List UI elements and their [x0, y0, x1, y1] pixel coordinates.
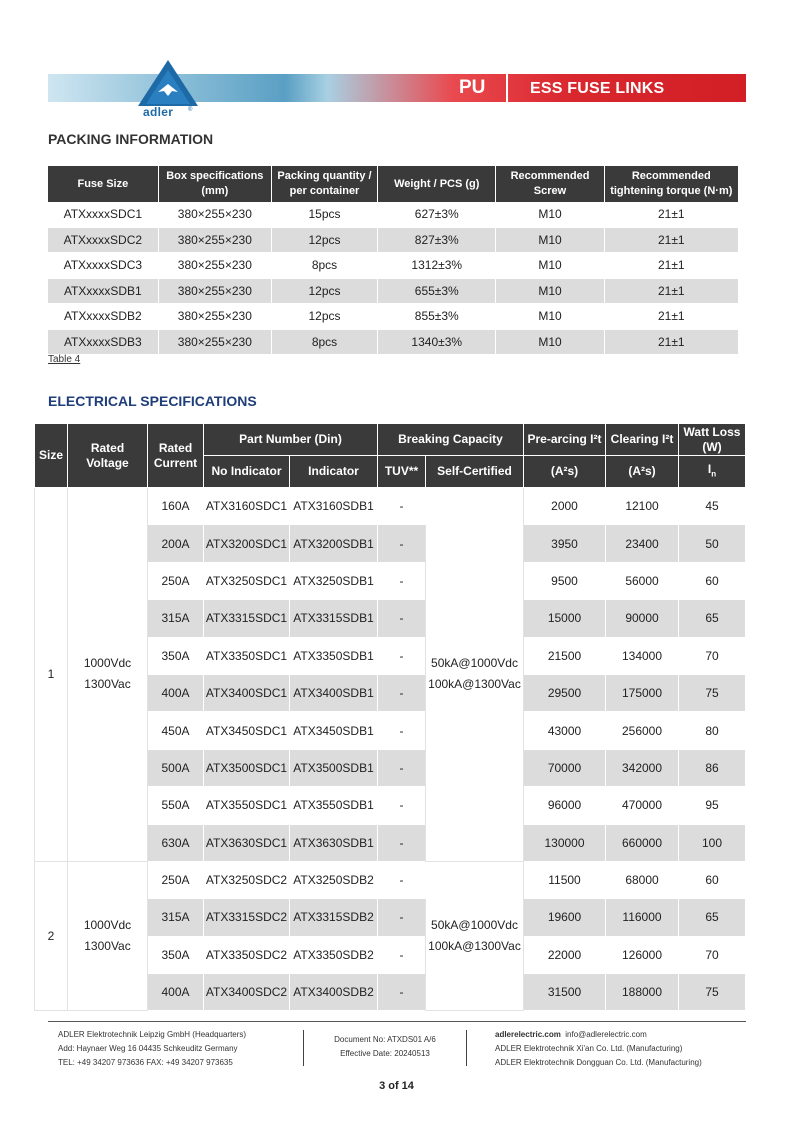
packing-cell: 21±1 [604, 329, 738, 355]
col-weight: Weight / PCS (g) [378, 166, 496, 202]
packing-cell: 21±1 [604, 202, 738, 227]
footer-divider [303, 1030, 304, 1066]
footer-rule [48, 1021, 746, 1022]
watt-loss-cell: 65 [679, 600, 746, 637]
footer-xian: ADLER Elektrotechnik Xi'an Co. Ltd. (Manufacturing) [495, 1044, 683, 1053]
rated-current-cell: 250A [148, 562, 204, 599]
part-indicator-cell: ATX3400SDB2 [290, 974, 378, 1011]
part-indicator-cell: ATX3250SDB2 [290, 861, 378, 898]
electrical-row [35, 861, 746, 898]
col-breaking-capacity: Breaking Capacity [378, 424, 524, 456]
tuv-cell: - [378, 488, 426, 525]
rated-current-cell: 500A [148, 749, 204, 786]
clearing-cell: 256000 [606, 712, 679, 749]
col-indicator: Indicator [290, 456, 378, 488]
self-certified-cell-line: 100kA@1300Vac [428, 939, 521, 954]
rated-current-cell: 160A [148, 488, 204, 525]
part-indicator-cell: ATX3400SDB1 [290, 674, 378, 711]
tuv-cell: - [378, 899, 426, 936]
part-no-indicator-cell: ATX3315SDC2 [204, 899, 290, 936]
footer-headquarters [58, 1028, 246, 1070]
col-watt-loss-unit: $I_n$ [679, 456, 746, 488]
packing-cell: M10 [496, 253, 604, 279]
part-no-indicator-cell: ATX3200SDC1 [204, 525, 290, 562]
packing-cell: 827±3% [378, 227, 496, 253]
rated-current-cell: 400A [148, 974, 204, 1011]
packing-cell: M10 [496, 304, 604, 330]
packing-cell: 380×255×230 [158, 278, 271, 304]
rated-current-cell: 250A [148, 861, 204, 898]
logo-mountain-icon [136, 58, 200, 108]
packing-row [48, 304, 738, 330]
part-indicator-cell: ATX3200SDB1 [290, 525, 378, 562]
packing-cell: 15pcs [271, 202, 377, 227]
packing-row [48, 227, 738, 253]
rated-voltage-cell [68, 861, 148, 1011]
packing-cell: 12pcs [271, 278, 377, 304]
part-no-indicator-cell: ATX3500SDC1 [204, 749, 290, 786]
clearing-cell: 134000 [606, 637, 679, 674]
packing-table [48, 166, 738, 355]
pre-arcing-cell: 11500 [524, 861, 606, 898]
size-cell: 1 [35, 488, 68, 862]
clearing-cell: 90000 [606, 600, 679, 637]
col-packing-qty: Packing quantity / per container [271, 166, 377, 202]
col-fuse-size: Fuse Size [48, 166, 158, 202]
clearing-cell: 660000 [606, 824, 679, 861]
col-no-indicator: No Indicator [204, 456, 290, 488]
part-indicator-cell: ATX3350SDB2 [290, 936, 378, 973]
packing-cell: M10 [496, 278, 604, 304]
packing-cell: 380×255×230 [158, 202, 271, 227]
packing-cell: ATXxxxxSDB3 [48, 329, 158, 355]
packing-cell: M10 [496, 202, 604, 227]
packing-cell: 12pcs [271, 227, 377, 253]
tuv-cell: - [378, 637, 426, 674]
clearing-cell: 126000 [606, 936, 679, 973]
watt-loss-cell: 70 [679, 936, 746, 973]
pre-arcing-cell: 2000 [524, 488, 606, 525]
col-tuv: TUV** [378, 456, 426, 488]
packing-row [48, 253, 738, 279]
part-no-indicator-cell: ATX3350SDC1 [204, 637, 290, 674]
pre-arcing-cell: 31500 [524, 974, 606, 1011]
tuv-cell: - [378, 974, 426, 1011]
col-watt-loss: Watt Loss (W) [679, 424, 746, 456]
packing-row [48, 329, 738, 355]
watt-loss-cell: 50 [679, 525, 746, 562]
packing-cell: 1312±3% [378, 253, 496, 279]
col-pre-arcing-unit: (A²s) [524, 456, 606, 488]
electrical-section-title: ELECTRICAL SPECIFICATIONS [48, 393, 257, 409]
packing-cell: 21±1 [604, 227, 738, 253]
adler-logo [136, 58, 200, 124]
packing-cell: 655±3% [378, 278, 496, 304]
clearing-cell: 175000 [606, 674, 679, 711]
packing-cell: 8pcs [271, 329, 377, 355]
rated-current-cell: 400A [148, 674, 204, 711]
packing-cell: 21±1 [604, 304, 738, 330]
tuv-cell: - [378, 712, 426, 749]
part-no-indicator-cell: ATX3630SDC1 [204, 824, 290, 861]
packing-cell: 380×255×230 [158, 227, 271, 253]
watt-loss-cell: 95 [679, 787, 746, 824]
packing-cell: 21±1 [604, 253, 738, 279]
pre-arcing-cell: 29500 [524, 674, 606, 711]
watt-loss-cell: 80 [679, 712, 746, 749]
table-note: Table 4 [48, 354, 81, 365]
tuv-cell: - [378, 936, 426, 973]
footer-contacts [495, 1028, 702, 1070]
electrical-row [35, 488, 746, 525]
part-indicator-cell: ATX3315SDB1 [290, 600, 378, 637]
part-indicator-cell: ATX3315SDB2 [290, 899, 378, 936]
col-screw: Recommended Screw [496, 166, 604, 202]
watt-loss-cell: 65 [679, 899, 746, 936]
rated-current-cell: 350A [148, 637, 204, 674]
rated-current-cell: 630A [148, 824, 204, 861]
packing-cell: ATXxxxxSDB2 [48, 304, 158, 330]
watt-loss-cell: 75 [679, 974, 746, 1011]
watt-loss-cell: 70 [679, 637, 746, 674]
clearing-cell: 342000 [606, 749, 679, 786]
clearing-cell: 23400 [606, 525, 679, 562]
pre-arcing-cell: 22000 [524, 936, 606, 973]
tuv-cell: - [378, 674, 426, 711]
packing-header-row [48, 166, 738, 202]
packing-cell: 380×255×230 [158, 329, 271, 355]
pre-arcing-cell: 130000 [524, 824, 606, 861]
rated-voltage-cell-line: 1300Vac [84, 939, 131, 954]
rated-current-cell: 200A [148, 525, 204, 562]
tuv-cell: - [378, 600, 426, 637]
clearing-cell: 116000 [606, 899, 679, 936]
watt-loss-cell: 45 [679, 488, 746, 525]
packing-cell: 380×255×230 [158, 304, 271, 330]
document-title: ESS FUSE LINKS [530, 80, 665, 97]
electrical-header-row-1 [35, 424, 746, 456]
packing-cell: ATXxxxxSDC2 [48, 227, 158, 253]
footer-email-link[interactable]: info@adlerelectric.com [565, 1030, 647, 1039]
part-no-indicator-cell: ATX3350SDC2 [204, 936, 290, 973]
watt-loss-cell: 60 [679, 562, 746, 599]
packing-cell: 1340±3% [378, 329, 496, 355]
part-indicator-cell: ATX3450SDB1 [290, 712, 378, 749]
tuv-cell: - [378, 824, 426, 861]
pre-arcing-cell: 70000 [524, 749, 606, 786]
packing-cell: M10 [496, 329, 604, 355]
packing-cell: ATXxxxxSDC1 [48, 202, 158, 227]
col-size: Size [35, 424, 68, 488]
tuv-cell: - [378, 562, 426, 599]
packing-cell: 855±3% [378, 304, 496, 330]
footer-dongguan: ADLER Elektrotechnik Dongguan Co. Ltd. (Manufacturing) [495, 1058, 702, 1067]
watt-loss-cell: 100 [679, 824, 746, 861]
rated-current-cell: 350A [148, 936, 204, 973]
self-certified-cell [426, 488, 524, 862]
rated-current-cell: 315A [148, 600, 204, 637]
col-clearing-unit: (A²s) [606, 456, 679, 488]
section-code: PU [459, 77, 486, 98]
packing-cell: 21±1 [604, 278, 738, 304]
self-certified-cell-line: 50kA@1000Vdc [431, 656, 518, 671]
packing-cell: ATXxxxxSDB1 [48, 278, 158, 304]
pre-arcing-cell: 9500 [524, 562, 606, 599]
part-indicator-cell: ATX3250SDB1 [290, 562, 378, 599]
footer-doc-no: Document No: ATXDS01 A/6 [334, 1035, 436, 1044]
clearing-cell: 68000 [606, 861, 679, 898]
self-certified-cell-line: 50kA@1000Vdc [431, 918, 518, 933]
col-torque: Recommended tightening torque (N·m) [604, 166, 738, 202]
rated-voltage-cell [68, 488, 148, 862]
self-certified-cell-line: 100kA@1300Vac [428, 677, 521, 692]
col-rated-current: Rated Current [148, 424, 204, 488]
part-indicator-cell: ATX3160SDB1 [290, 488, 378, 525]
pre-arcing-cell: 15000 [524, 600, 606, 637]
logo-registered-mark: ® [188, 107, 193, 113]
pre-arcing-cell: 96000 [524, 787, 606, 824]
part-no-indicator-cell: ATX3250SDC1 [204, 562, 290, 599]
clearing-cell: 470000 [606, 787, 679, 824]
part-no-indicator-cell: ATX3400SDC1 [204, 674, 290, 711]
tuv-cell: - [378, 861, 426, 898]
pre-arcing-cell: 21500 [524, 637, 606, 674]
packing-section-title: PACKING INFORMATION [48, 131, 214, 147]
part-no-indicator-cell: ATX3450SDC1 [204, 712, 290, 749]
footer-document-info [320, 1033, 450, 1061]
part-no-indicator-cell: ATX3400SDC2 [204, 974, 290, 1011]
rated-current-cell: 550A [148, 787, 204, 824]
col-box-spec: Box specifications (mm) [158, 166, 271, 202]
rated-current-cell: 315A [148, 899, 204, 936]
watt-loss-cell: 60 [679, 861, 746, 898]
clearing-cell: 188000 [606, 974, 679, 1011]
rated-voltage-cell-line: 1000Vdc [83, 918, 132, 933]
part-no-indicator-cell: ATX3315SDC1 [204, 600, 290, 637]
pre-arcing-cell: 19600 [524, 899, 606, 936]
packing-cell: 627±3% [378, 202, 496, 227]
part-indicator-cell: ATX3630SDB1 [290, 824, 378, 861]
part-indicator-cell: ATX3550SDB1 [290, 787, 378, 824]
self-certified-cell [426, 861, 524, 1011]
tuv-cell: - [378, 525, 426, 562]
logo-brand-text: adler [143, 105, 174, 119]
part-indicator-cell: ATX3350SDB1 [290, 637, 378, 674]
watt-loss-cell: 75 [679, 674, 746, 711]
pre-arcing-cell: 3950 [524, 525, 606, 562]
rated-current-cell: 450A [148, 712, 204, 749]
packing-row [48, 278, 738, 304]
part-indicator-cell: ATX3500SDB1 [290, 749, 378, 786]
packing-cell: ATXxxxxSDC3 [48, 253, 158, 279]
part-no-indicator-cell: ATX3160SDC1 [204, 488, 290, 525]
electrical-table [34, 423, 746, 1011]
pre-arcing-cell: 43000 [524, 712, 606, 749]
header-separator [506, 74, 508, 102]
page-number: 3 of 14 [379, 1080, 414, 1092]
footer-company: ADLER Elektrotechnik Leipzig GmbH (Headquarters) [58, 1030, 247, 1039]
rated-voltage-cell-line: 1300Vac [84, 677, 131, 692]
footer-phone: TEL: +49 34207 973636 FAX: +49 34207 973635 [58, 1058, 233, 1067]
col-clearing: Clearing I²t [606, 424, 679, 456]
col-part-number: Part Number (Din) [204, 424, 378, 456]
clearing-cell: 12100 [606, 488, 679, 525]
packing-cell: 8pcs [271, 253, 377, 279]
footer-divider [466, 1030, 467, 1066]
packing-cell: 380×255×230 [158, 253, 271, 279]
col-rated-voltage: Rated Voltage [68, 424, 148, 488]
part-no-indicator-cell: ATX3550SDC1 [204, 787, 290, 824]
watt-loss-cell: 86 [679, 749, 746, 786]
clearing-cell: 56000 [606, 562, 679, 599]
col-self-certified: Self-Certified [426, 456, 524, 488]
packing-cell: 12pcs [271, 304, 377, 330]
packing-row [48, 202, 738, 227]
rated-voltage-cell-line: 1000Vdc [83, 656, 132, 671]
part-no-indicator-cell: ATX3250SDC2 [204, 861, 290, 898]
footer-address: Add: Haynaer Weg 16 04435 Schkeuditz Germany [58, 1044, 238, 1053]
footer-effective-date: Effective Date: 20240513 [340, 1049, 430, 1058]
col-pre-arcing: Pre-arcing I²t [524, 424, 606, 456]
footer-website-link[interactable]: adlerelectric.com [495, 1030, 561, 1039]
packing-cell: M10 [496, 227, 604, 253]
tuv-cell: - [378, 749, 426, 786]
tuv-cell: - [378, 787, 426, 824]
size-cell: 2 [35, 861, 68, 1011]
